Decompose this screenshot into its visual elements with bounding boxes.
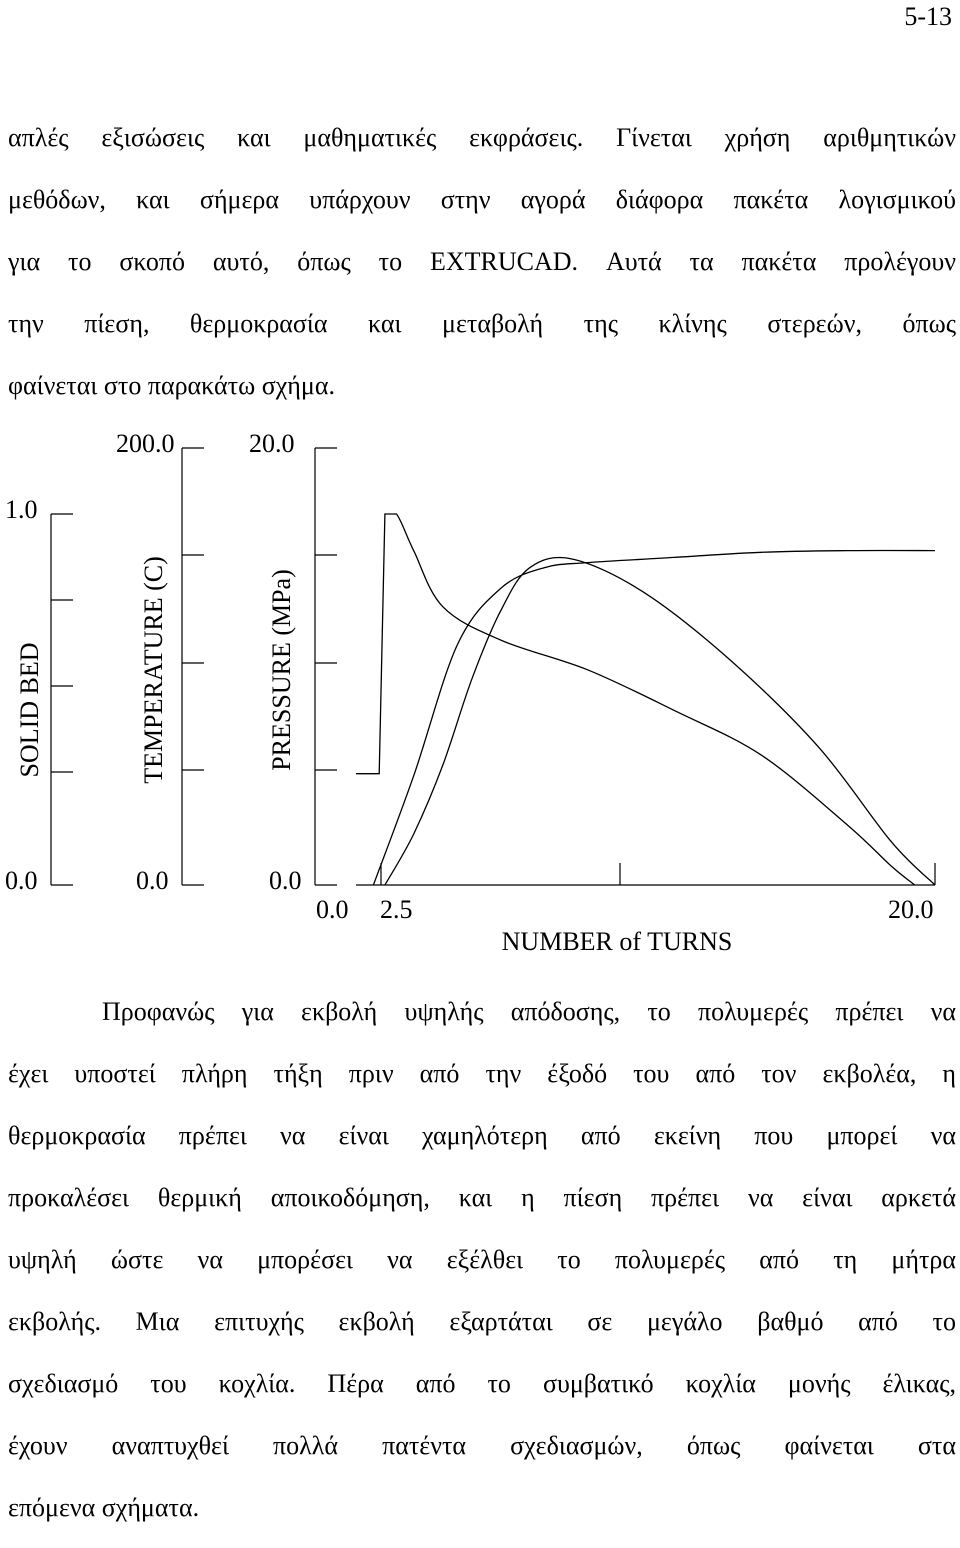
paragraph-line: Προφανώς για εκβολή υψηλής απόδοσης, το πολυμερές πρέπει να xyxy=(102,997,956,1026)
paragraph-line: επόμενα σχήματα. xyxy=(8,1493,200,1522)
axis-title: TEMPERATURE (C) xyxy=(139,556,168,784)
paragraph-line: θερμοκρασία πρέπει να είναι χαμηλότερη από εκείνη που μπορεί να xyxy=(8,1121,956,1150)
axis-title: PRESSURE (MPa) xyxy=(267,569,296,771)
series-line-pressure-mpa xyxy=(385,557,935,885)
paragraph-line: για το σκοπό αυτό, όπως το EXTRUCAD. Αυτά τα πακέτα προλέγουν xyxy=(8,247,956,276)
paragraph-line: εκβολής. Μια επιτυχής εκβολή εξαρτάται σε μεγάλο βαθμό από το xyxy=(8,1307,956,1336)
axis-min-label: 0.0 xyxy=(269,866,302,895)
paragraph-1 xyxy=(8,107,956,417)
paragraph-line: έχουν αναπτυχθεί πολλά πατέντα σχεδιασμών, όπως φαίνεται στα xyxy=(8,1431,956,1460)
axis-max-label: 1.0 xyxy=(5,495,38,524)
x-axis-title: NUMBER of TURNS xyxy=(501,927,733,956)
axis-max-label: 200.0 xyxy=(116,430,175,458)
x-tick-label: 20.0 xyxy=(888,895,934,924)
paragraph-line: υψηλή ώστε να μπορέσει να εξέλθει το πολυμερές από τη μήτρα xyxy=(8,1245,956,1274)
axis-min-label: 0.0 xyxy=(136,866,169,895)
axis-min-label: 0.0 xyxy=(5,866,38,895)
paragraph-line: σχεδιασμό του κοχλία. Πέρα από το συμβατικό κοχλία μονής έλικας, xyxy=(8,1369,956,1398)
paragraph-line: απλές εξισώσεις και μαθηματικές εκφράσεις. Γίνεται χρήση αριθμητικών xyxy=(8,123,956,152)
paragraph-line: φαίνεται στο παρακάτω σχήμα. xyxy=(8,371,335,400)
paragraph-2 xyxy=(8,981,956,1539)
paragraph-line: έχει υποστεί πλήρη τήξη πριν από την έξοδό του από τον εκβολέα, η xyxy=(8,1059,956,1088)
axis-max-label: 20.0 xyxy=(249,430,295,458)
axis-title: SOLID BED xyxy=(15,642,44,778)
extrusion-chart xyxy=(0,430,960,960)
series-line-solid-bed xyxy=(356,514,915,885)
paragraph-line: την πίεση, θερμοκρασία και μεταβολή της κλίνης στερεών, όπως xyxy=(8,309,956,338)
series-line-temperature-c xyxy=(373,550,935,885)
x-tick-label: 2.5 xyxy=(380,895,413,924)
paragraph-line: μεθόδων, και σήμερα υπάρχουν στην αγορά διάφορα πακέτα λογισμικού xyxy=(8,185,956,214)
x-tick-label: 0.0 xyxy=(316,895,349,924)
page-number: 5-13 xyxy=(904,2,952,31)
paragraph-line: προκαλέσει θερμική αποικοδόμηση, και η πίεση πρέπει να είναι αρκετά xyxy=(8,1183,956,1212)
